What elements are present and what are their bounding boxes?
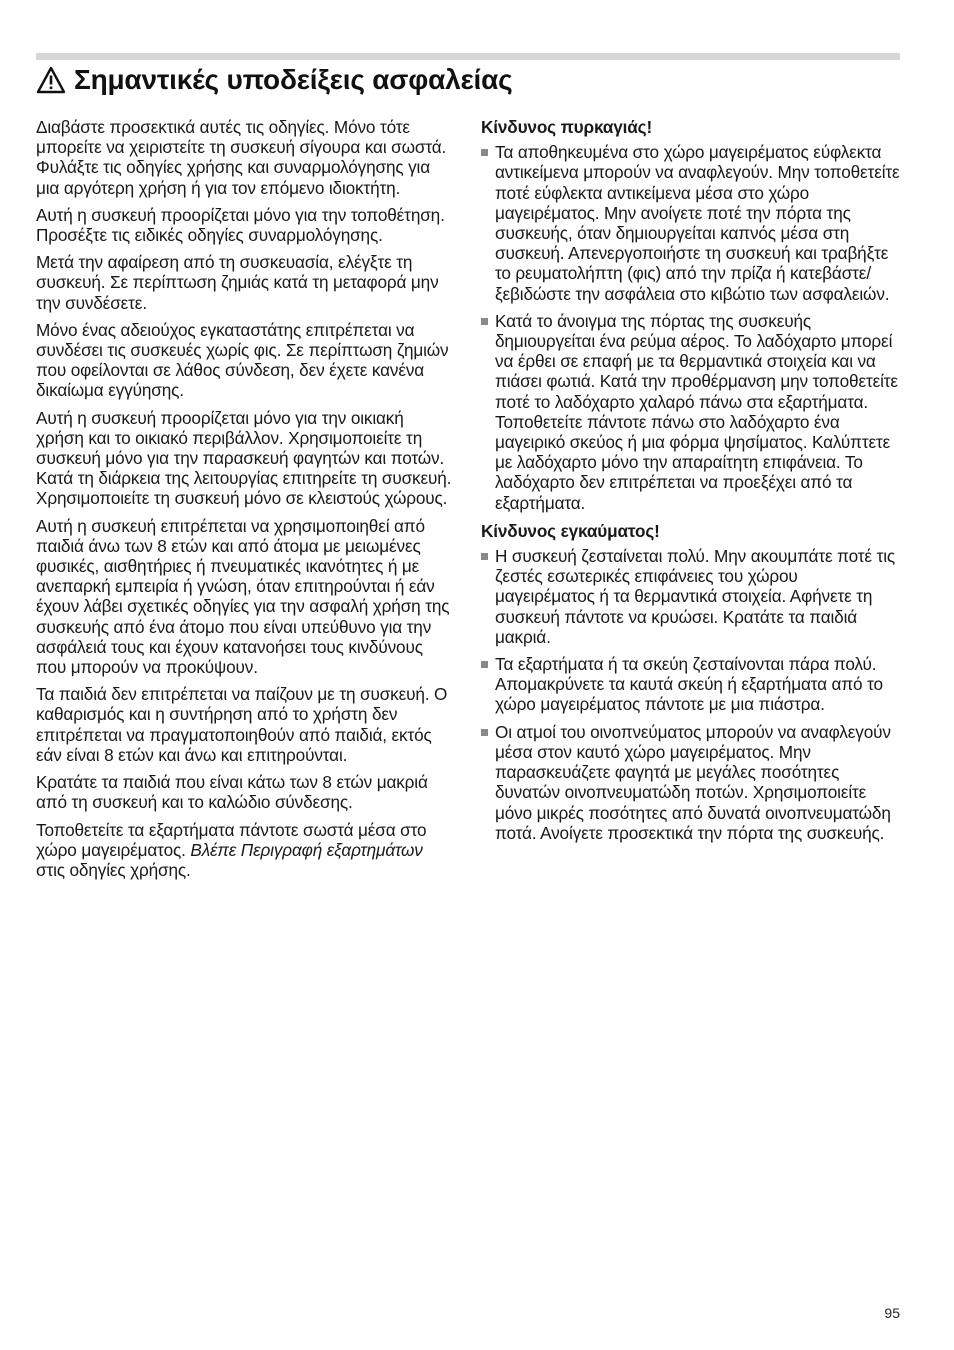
list-item: Τα αποθηκευμένα στο χώρο μαγειρέματος εύφλεκτα αντικείμενα μπορούν να αναφλεγούν. Μην τοποθετείτε ποτέ εύφλεκτα αντικείμενα μέσα στο χώρο μαγειρέματος. Μην ανοίγετε ποτέ την πόρτα της συσκευής, όταν δημιουργείται καπνός μέσα στη συσκευή. Απενεργοποιήστε τη συσκευή και τραβήξτε το ρευματολήπτη (φις) από την πρίζα ή κατεβάστε/ξεβιδώστε την ασφάλεια στο κιβώτιο των ασφαλειών. [481,142,901,304]
section-heading-burn: Κίνδυνος εγκαύματος! [481,520,660,541]
paragraph: Αυτή η συσκευή επιτρέπεται να χρησιμοποιηθεί από παιδιά άνω των 8 ετών και από άτομα με μειωμένες φυσικές, αισθητήριες ή πνευματικές ικανότητες ή με ανεπαρκή εμπειρία ή γνώση, όταν επιτηρούνται ή εάν έχουν λάβει σχετικές οδηγίες για την ασφαλή χρήση της συσκευής από ένα άτομο που είναι υπεύθυνο για την ασφάλειά τους και έχουν κατανοήσει τους κινδύνους που μπορούν να προκύψουν. [36,515,450,678]
list-item: Η συσκευή ζεσταίνεται πολύ. Μην ακουμπάτε ποτέ τις ζεστές εσωτερικές επιφάνειες του χώρου μαγειρέματος ή τα θερμαντικά στοιχεία. Αφήνετε τη συσκευή πάντοτε να κρυώσει. Κρατάτε τα παιδιά μακριά. [481,546,901,647]
paragraph-text: στις οδηγίες χρήσης. [36,859,191,880]
list-item: Κατά το άνοιγμα της πόρτας της συσκευής δημιουργείται ένα ρεύμα αέρος. Το λαδόχαρτο μπορεί να έρθει σε επαφή με τα θερμαντικά στοιχεία και να πιάσει φωτιά. Κατά την προθέρμανση μην τοποθετείτε ποτέ το λαδόχαρτο χαλαρό πάνω στα εξαρτήματα. Τοποθετείτε πάντοτε πάνω στο λαδόχαρτο ένα μαγειρικό σκεύος ή μια φόρμα ψησίματος. Καλύπτετε με λαδόχαρτο μόνο την απαραίτητη επιφάνεια. Το λαδόχαρτο δεν επιτρέπεται να προεξέχει από τα εξαρτήματα. [481,311,901,513]
paragraph: Μετά την αφαίρεση από τη συσκευασία, ελέγξτε τη συσκευή. Σε περίπτωση ζημιάς κατά τη μεταφορά μην την συνδέσετε. [36,252,439,313]
warning-list-burn [481,546,901,843]
list-item: Οι ατμοί του οινοπνεύματος μπορούν να αναφλεγούν μέσα στον καυτό χώρο μαγειρέματος. Μην παρασκευάζετε φαγητά με μεγάλες ποσότητες δυνατών οινοπνευματώδη ποτών. Χρησιμοποιείτε μόνο μικρές ποσότητες από δυνατά οινοπνευματώδη ποτά. Ανοίγετε προσεκτικά την πόρτα της συσκευής. [481,722,901,843]
paragraph: Αυτή η συσκευή προορίζεται μόνο για την τοποθέτηση. Προσέξτε τις ειδικές οδηγίες συναρμολόγησης. [36,204,445,246]
page-title [36,62,900,98]
header-rule [36,53,900,60]
warning-triangle-icon [36,66,66,94]
warning-list-fire [481,142,901,513]
paragraph-text: Τοποθετείτε τα εξαρτήματα πάντοτε σωστά μέσα στο χώρο μαγειρέματος. [36,819,427,860]
page-number: 95 [884,1305,900,1321]
paragraph: Κρατάτε τα παιδιά που είναι κάτω των 8 ετών μακριά από τη συσκευή και το καλώδιο σύνδεσης. [36,772,428,813]
paragraph: Μόνο ένας αδειούχος εγκαταστάτης επιτρέπεται να συνδέσει τις συσκευές χωρίς φις. Σε περίπτωση ζημιών που οφείλονται σε λάθος σύνδεση, δεν έχετε κανένα δικαίωμα εγγύησης. [36,319,449,401]
left-column [36,117,454,887]
paragraph: Τα παιδιά δεν επιτρέπεται να παίζουν με τη συσκευή. Ο καθαρισμός και η συντήρηση από το χρήστη δεν επιτρέπεται να πραγματοποιηθούν από παιδιά, εκτός εάν είναι 8 ετών και άνω και επιτηρούνται. [36,684,448,765]
right-column [481,117,901,851]
page-title-text: Σημαντικές υποδείξεις ασφαλείας [74,64,513,95]
list-item: Τα εξαρτήματα ή τα σκεύη ζεσταίνονται πάρα πολύ. Απομακρύνετε τα καυτά σκεύη ή εξαρτήματα από το χώρο μαγειρέματος πάντοτε με μια πιάστρα. [481,654,901,715]
cross-reference: Βλέπε Περιγραφή εξαρτημάτων [190,839,423,860]
paragraph-accessories [36,820,454,881]
paragraph: Αυτή η συσκευή προορίζεται μόνο για την οικιακή χρήση και το οικιακό περιβάλλον. Χρησιμοποιείτε τη συσκευή μόνο για την παρασκευή φαγητών και ποτών. Κατά τη διάρκεια της λειτουργίας επιτηρείτε τη συσκευή. Χρησιμοποιείτε τη συσκευή μόνο σε κλειστούς χώρους. [36,407,452,509]
section-heading-fire: Κίνδυνος πυρκαγιάς! [481,117,653,137]
paragraph: Διαβάστε προσεκτικά αυτές τις οδηγίες. Μόνο τότε μπορείτε να χειριστείτε τη συσκευή σίγουρα και σωστά. Φυλάξτε τις οδηγίες χρήσης και συναρμολόγησης για μια αργότερη χρήση ή για τον επόμενο ιδιοκτήτη. [36,117,447,198]
